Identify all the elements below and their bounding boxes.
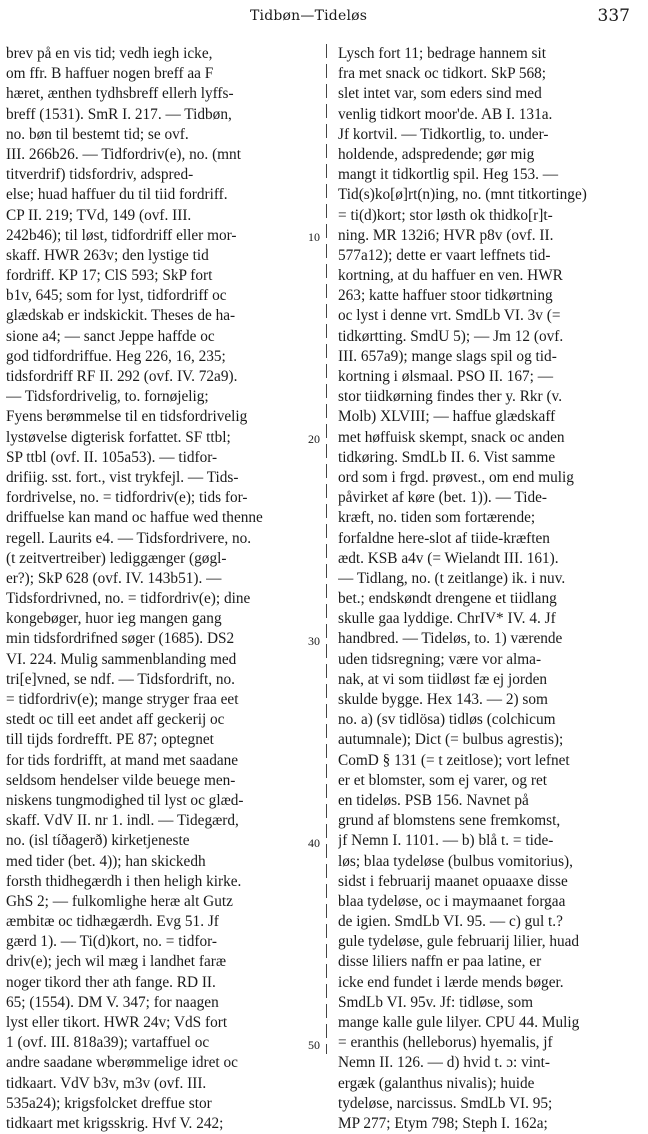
text-line: else; huad haffuer du til tiid fordriff. [6,186,228,204]
text-line: min tidsfordrifned søger (1685). DS2 [6,630,235,648]
text-line: 242b46); til løst, tidfordriff eller mor- [6,226,237,244]
text-line: disse liliers naffn er paa latine, er [338,953,542,971]
text-line: kortning, at du haffuer en ven. HWR [338,267,563,285]
text-line: tydeløse, narcissus. SmdLb VI. 95; [338,1094,553,1112]
text-line: breff (1531). SmR I. 217. — Tidbøn, [6,105,232,123]
text-line: er?); SkP 628 (ovf. IV. 143b51). — [6,569,222,587]
text-line: 535a24); krigsfolcket dreffue stor [6,1094,212,1112]
text-line: skaff. VdV II. nr 1. indl. — Tidegærd, [6,812,239,830]
line-number: 10 [308,229,320,244]
text-line: nak, at vi som tiidløst fæ ej jorden [338,670,548,688]
text-line: Fyens berømmelse til en tidsfordrivelig [6,408,248,426]
text-line: b1v, 645; som for lyst, tidfordriff oc [6,287,227,305]
text-line: skulle gaa lyddige. ChrIV* IV. 4. Jf [338,610,556,628]
text-line: de igien. SmdLb VI. 95. — c) gul t.? [338,913,563,931]
text-line: Tidsfordrivned, no. = tidfordriv(e); dine [6,590,251,608]
text-line: sidst i februarij maanet opuaaxe disse [338,872,568,890]
text-line: tidkørtting. SmdU 5); — Jm 12 (ovf. [338,327,564,345]
line-number: 50 [308,1037,320,1052]
text-line: med tider (bet. 4)); han skickedh [6,852,206,870]
text-line: mange kalle gule lilyer. CPU 44. Mulig [338,1014,580,1031]
text-line: andre saadane wberømmelige idret oc [6,1054,238,1072]
text-line: gule tydeløse, gule februarij lilier, huad [338,933,580,951]
text-line: oc lyst i denne vrt. SmdLb VI. 3v (= [338,307,561,325]
text-line: holdende, adspredende; gør mig [338,145,535,163]
text-line: Jf kortvil. — Tidkortlig, to. under- [338,125,549,143]
text-line: no. a) (sv tidlösa) tidløs (colchicum [338,711,556,729]
running-title: Tidbøn—Tideløs [250,8,368,24]
text-line: er et blomster, som ej varer, og ret [338,771,548,789]
text-line: III. 657a9); mange slags spil og tid- [338,347,557,365]
text-line: tidkaart. VdV b3v, m3v (ovf. III. [6,1074,207,1092]
text-line: no. bøn til bestemt tid; se ovf. [6,125,189,143]
text-line: Molb) XLVIII; — haffue glædskaff [338,408,556,426]
text-line: lystøvelse digterisk forfattet. SF ttbl; [6,428,231,446]
text-line: Tid(s)ko[ø]rt(n)ing, no. (mnt titkortinge) [338,186,587,204]
text-line: bet.; endskøndt drengene et tiidlang [338,590,557,608]
text-line: tidkøring. SmdLb II. 6. Vist samme [338,448,556,466]
text-line: tidkaart met krigsskrig. Hvf V. 242; [6,1114,224,1132]
text-line: driv(e); jech wil mæg i landhet faræ [6,953,227,971]
text-line: forsth thidhegærdh i then heligh kirke. [6,872,242,890]
text-line: påvirket af køre (bet. 1)). — Tide- [338,489,548,507]
text-line: titverdrif) tidsfordriv, adspred- [6,166,194,184]
text-line: Nemn II. 126. — d) hvid t. ɔ: vint- [338,1054,550,1072]
text-line: lyst eller tikort. HWR 24v; VdS fort [6,1014,228,1031]
text-line: seldsom hendelser vilde beuege men- [6,771,236,789]
text-line: æmbitæ oc tidhægærdh. Evg 51. Jf [6,913,219,931]
text-line: uden tidsregning; være vor alma- [338,650,542,668]
text-line: SmdLb VI. 95v. Jf: tidløse, som [338,993,534,1011]
text-line: no. (isl tíðagerð) kirketjeneste [6,832,190,850]
text-line: god tidfordriffue. Heg 226, 16, 235; [6,347,226,365]
text-line: brev på en vis tid; vedh iegh icke, [6,45,213,62]
text-line: 263; katte haffuer stoor tidkørtning [338,287,553,305]
text-line: GhS 2; — fulkomlighe heræ alt Gutz [6,892,233,910]
text-line: met høffuisk skempt, snack oc anden [338,428,565,446]
text-line: stedt oc till eet andet aff geckerij oc [6,711,225,729]
text-line: skaff. HWR 263v; den lystige tid [6,246,209,264]
running-head [0,8,648,30]
text-line: drifiig. sst. fort., vist trykfejl. — Tids- [6,468,239,486]
text-line: fordriff. KP 17; ClS 593; SkP fort [6,267,213,285]
text-line: forfaldne here-slot af tiide-kræften [338,529,550,547]
text-line: fordrivelse, no. = tidfordriv(e); tids for- [6,489,248,507]
text-line: slet intet var, som eders sind med [338,85,542,103]
text-line: niskens tungmodighed til lyst oc glæd- [6,791,244,809]
line-number: 20 [308,431,320,446]
text-line: jf Nemn I. 1101. — b) blå t. = tide- [338,832,554,850]
text-line: 65; (1554). DM V. 347; for naagen [6,993,219,1011]
line-number: 30 [308,633,320,648]
text-line: — Tidlang, no. (t zeitlange) ik. i nuv. [338,569,566,587]
text-line: noger tikord ther ath fange. RD II. [6,973,216,991]
text-line: ning. MR 132i6; HVR p8v (ovf. II. [338,226,554,244]
text-line: III. 266b26. — Tidfordriv(e), no. (mnt [6,145,241,163]
text-line: autumnale); Dict (= bulbus agrestis); [338,731,564,749]
text-line: (t zeitvertreiber) lediggænger (gøgl- [6,549,227,567]
text-line: grund af blomstens sene fremkomst, [338,812,561,830]
text-line: = ti(d)kort; stor løsth ok thidko[r]t- [338,206,553,224]
page-number: 337 [597,6,630,26]
text-line: ComD § 131 (= t zeitlose); vort lefnet [338,751,570,769]
text-line: tri[e]vned, se ndf. — Tidsfordrift, no. [6,670,236,688]
text-line: hæret, ænthen tydhsbreff ellerh lyffs- [6,85,234,103]
text-line: SP ttbl (ovf. II. 105a53). — tidfor- [6,448,218,466]
text-line: kræft, no. tiden som fortærende; [338,509,536,527]
text-line: tidsfordriff RF II. 292 (ovf. IV. 72a9). [6,368,238,385]
text-line: driffuelse kan mand oc haffue wed thenne [6,509,263,527]
text-line: gærd 1). — Ti(d)kort, no. = tidfor- [6,933,218,951]
text-line: mangt it tidkortlig spil. Heg 153. — [338,166,559,184]
text-line: kortning i ølsmaal. PSO II. 167; — [338,368,554,385]
left-column [6,44,304,1134]
text-line: icke end fundet i lærde mends bøger. [338,973,564,991]
text-line: stor tiidkørning findes ther y. Rkr (v. [338,388,563,406]
text-line: sione a4; — sanct Jeppe haffde oc [6,327,215,345]
text-line: = eranthis (helleborus) hyemalis, jf [338,1034,553,1052]
text-line: venlig tidkort moor'de. AB I. 131a. [338,105,553,123]
text-line: Lysch fort 11; bedrage hannem sit [338,45,547,62]
right-column [338,44,638,1134]
text-line: glædskab er indskickit. Theses de ha- [6,307,236,325]
text-line: for tids fordrifft, at mand met saadane [6,751,239,769]
text-line: CP II. 219; TVd, 149 (ovf. III. [6,206,192,224]
text-line: = tidfordriv(e); mange stryger fraa eet [6,691,239,708]
text-line: løs; blaa tydeløse (bulbus vomitorius), [338,852,573,870]
text-line: VI. 224. Mulig sammenblanding med [6,650,237,668]
text-line: MP 277; Etym 798; Steph I. 162a; [338,1114,548,1132]
text-line: kongebøger, huor ieg mangen gang [6,610,222,628]
text-line: ord som i frgd. prøvest., om end mulig [338,468,574,486]
text-line: ergæk (galanthus nivalis); huide [338,1074,535,1092]
text-line: 577a12); dette er vaart leffnets tid- [338,246,551,264]
text-line: en tideløs. PSB 156. Navnet på [338,791,529,809]
text-line: om ffr. B haffuer nogen breff aa F [6,65,214,83]
text-line: till tijds fordrefft. PE 87; optegnet [6,731,214,749]
text-line: skulde bygge. Hex 143. — 2) som [338,691,548,708]
text-line: handbred. — Tideløs, to. 1) værende [338,630,563,648]
line-number: 40 [308,835,320,850]
text-line: regell. Laurits e4. — Tidsfordrivere, no. [6,529,252,547]
column-divider [326,44,327,1054]
text-line: ædt. KSB a4v (= Wielandt III. 161). [338,549,559,567]
text-line: — Tidsfordrivelig, to. fornøjelig; [6,388,209,406]
text-line: 1 (ovf. III. 818a39); vartaffuel oc [6,1034,210,1052]
text-line: fra met snack oc tidkort. SkP 568; [338,65,547,83]
text-line: blaa tydeløse, oc i maymaanet forgaa [338,892,566,910]
